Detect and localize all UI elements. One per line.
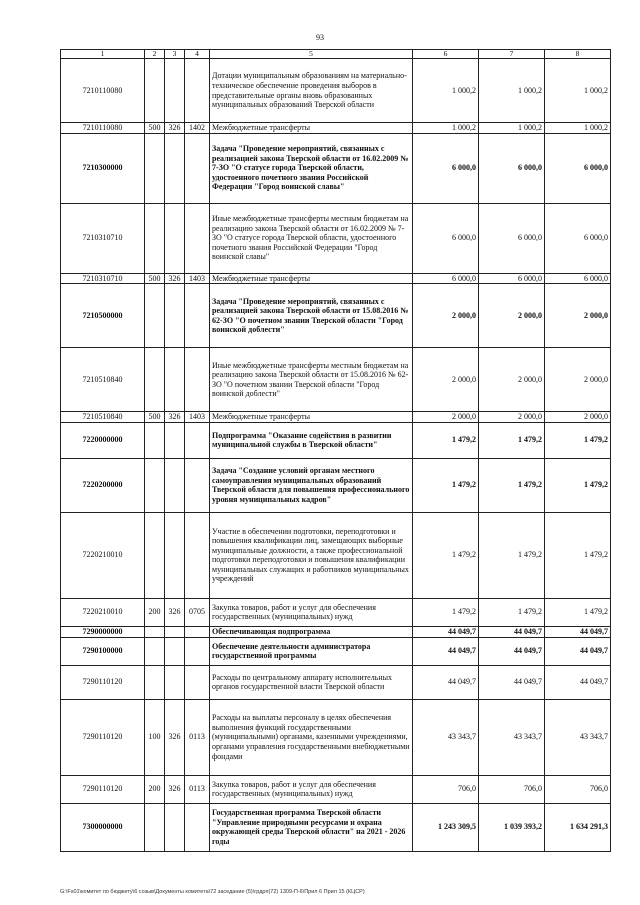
row-type-cell [145,637,165,665]
row-description-cell: Подпрограмма "Оказание содействия в развитии муниципальной службы в Тверской области" [210,422,413,458]
row-value-2025-cell: 44 049,7 [479,665,545,699]
row-value-2025-cell: 44 049,7 [479,626,545,637]
row-value-2026-cell: 44 049,7 [545,637,611,665]
row-value-2024-cell: 706,0 [413,775,479,803]
row-value-2026-cell: 1 479,2 [545,458,611,512]
row-description-cell: Закупка товаров, работ и услуг для обеспечения государственных (муниципальных) нужд [210,598,413,626]
row-dept-cell [165,512,185,598]
table-row [61,626,611,637]
row-type-cell [145,133,165,203]
row-value-2024-cell: 1 479,2 [413,458,479,512]
row-type-cell [145,348,165,412]
row-section-cell: 1403 [185,273,210,284]
row-dept-cell [165,458,185,512]
row-dept-cell: 326 [165,775,185,803]
table-row [61,775,611,803]
column-header: 1 [61,50,145,59]
table-row [61,273,611,284]
row-dept-cell [165,665,185,699]
row-dept-cell [165,284,185,348]
row-section-cell [185,637,210,665]
table-row [61,123,611,134]
row-section-cell: 0113 [185,775,210,803]
row-section-cell: 0705 [185,598,210,626]
row-value-2025-cell: 1 000,2 [479,59,545,123]
table-row [61,637,611,665]
row-value-2024-cell: 1 479,2 [413,598,479,626]
row-value-2025-cell: 1 479,2 [479,422,545,458]
row-value-2024-cell: 6 000,0 [413,273,479,284]
table-row [61,412,611,423]
row-value-2024-cell: 44 049,7 [413,637,479,665]
row-value-2025-cell: 6 000,0 [479,273,545,284]
row-type-cell: 500 [145,412,165,423]
row-value-2026-cell: 1 000,2 [545,59,611,123]
row-value-2026-cell: 6 000,0 [545,273,611,284]
row-value-2026-cell: 1 000,2 [545,123,611,134]
row-description-cell: Межбюджетные трансферты [210,123,413,134]
row-type-cell [145,512,165,598]
row-section-cell [185,348,210,412]
row-dept-cell [165,637,185,665]
table-row [61,512,611,598]
row-description-cell: Дотации муниципальным образованиям на материально-техническое обеспечение проведения выборов в представительные органы вновь образованных муниципальных образований Тверской области [210,59,413,123]
row-type-cell [145,458,165,512]
table-row [61,699,611,775]
row-code-cell: 7220200000 [61,458,145,512]
row-code-cell: 7300000000 [61,803,145,851]
row-value-2024-cell: 1 479,2 [413,512,479,598]
row-value-2026-cell: 44 049,7 [545,626,611,637]
row-value-2025-cell: 1 479,2 [479,512,545,598]
row-description-cell: Обеспечение деятельности администратора государственной программы [210,637,413,665]
row-value-2026-cell: 2 000,0 [545,348,611,412]
row-section-cell [185,512,210,598]
row-value-2026-cell: 44 049,7 [545,665,611,699]
row-code-cell: 7290110120 [61,665,145,699]
row-value-2025-cell: 43 343,7 [479,699,545,775]
row-dept-cell [165,59,185,123]
row-value-2024-cell: 6 000,0 [413,133,479,203]
row-value-2024-cell: 2 000,0 [413,348,479,412]
table-row [61,458,611,512]
row-section-cell: 1403 [185,412,210,423]
row-value-2026-cell: 1 634 291,3 [545,803,611,851]
table-row [61,59,611,123]
row-value-2026-cell: 2 000,0 [545,412,611,423]
table-body [61,50,611,852]
row-section-cell [185,59,210,123]
row-type-cell: 500 [145,273,165,284]
file-path-footer: G:\Fs01\комитет по бюджету\6 созыв\Документы комитета\72 заседание (5)\грдрп(72) 1309-П-6\Прил 6 Прил 15 (КЦСР) [60,889,365,895]
row-dept-cell [165,203,185,273]
row-dept-cell: 326 [165,412,185,423]
row-type-cell: 200 [145,598,165,626]
row-section-cell [185,803,210,851]
row-type-cell [145,59,165,123]
header-row [61,50,611,59]
row-value-2025-cell: 44 049,7 [479,637,545,665]
row-dept-cell: 326 [165,123,185,134]
row-dept-cell [165,626,185,637]
row-description-cell: Обеспечивающая подпрограмма [210,626,413,637]
row-value-2026-cell: 6 000,0 [545,203,611,273]
row-section-cell [185,203,210,273]
table-row [61,284,611,348]
row-type-cell [145,203,165,273]
row-section-cell [185,133,210,203]
row-value-2025-cell: 6 000,0 [479,203,545,273]
row-type-cell: 500 [145,123,165,134]
row-value-2024-cell: 1 243 309,5 [413,803,479,851]
row-section-cell [185,626,210,637]
column-header: 3 [165,50,185,59]
row-value-2026-cell: 6 000,0 [545,133,611,203]
row-description-cell: Иные межбюджетные трансферты местным бюджетам на реализацию закона Тверской области от 15.08.2016 № 62-ЗО "О почетном звании Тверской области "Город воинской доблести" [210,348,413,412]
row-description-cell: Задача "Создание условий органам местного самоуправления муниципальных образований Тверской области для повышения профессионального уровня муниципальных кадров" [210,458,413,512]
row-section-cell: 1402 [185,123,210,134]
table-row [61,203,611,273]
column-header: 8 [545,50,611,59]
row-description-cell: Задача "Проведение мероприятий, связанных с реализацией закона Тверской области от 15.08.2016 № 62-ЗО "О почетном звании Тверской области "Город воинской доблести" [210,284,413,348]
row-value-2025-cell: 1 479,2 [479,458,545,512]
row-description-cell: Межбюджетные трансферты [210,412,413,423]
row-description-cell: Государственная программа Тверской области "Управление природными ресурсами и охрана окружающей среды Тверской области" на 2021 - 2026 годы [210,803,413,851]
row-description-cell: Иные межбюджетные трансферты местным бюджетам на реализацию закона Тверской области от 16.02.2009 № 7-ЗО "О статусе города Тверской области, удостоенного почетного звания Российской Федерации "Город воинской славы" [210,203,413,273]
row-code-cell: 7210110080 [61,59,145,123]
row-description-cell: Расходы на выплаты персоналу в целях обеспечения выполнения функций государственными (муниципальными) органами, казенными учреждениями, органами управления государственными внебюджетными фондами [210,699,413,775]
row-value-2025-cell: 706,0 [479,775,545,803]
row-value-2024-cell: 1 000,2 [413,123,479,134]
row-value-2025-cell: 1 000,2 [479,123,545,134]
table-row [61,133,611,203]
row-value-2025-cell: 1 479,2 [479,598,545,626]
row-dept-cell: 326 [165,273,185,284]
row-description-cell: Задача "Проведение мероприятий, связанных с реализацией закона Тверской области от 16.02.2009 № 7-ЗО "О статусе города Тверской области, удостоенного почетного звания Российской Федерации "Город воинской славы" [210,133,413,203]
row-type-cell: 100 [145,699,165,775]
row-value-2026-cell: 2 000,0 [545,284,611,348]
row-value-2026-cell: 1 479,2 [545,422,611,458]
row-value-2024-cell: 44 049,7 [413,665,479,699]
row-value-2026-cell: 1 479,2 [545,598,611,626]
column-header: 6 [413,50,479,59]
row-value-2024-cell: 44 049,7 [413,626,479,637]
row-type-cell [145,665,165,699]
row-section-cell [185,284,210,348]
row-dept-cell: 326 [165,699,185,775]
row-code-cell: 7210510840 [61,412,145,423]
row-code-cell: 7220210010 [61,598,145,626]
row-code-cell: 7210300000 [61,133,145,203]
page-number: 93 [316,33,324,42]
row-description-cell: Межбюджетные трансферты [210,273,413,284]
row-section-cell [185,665,210,699]
row-type-cell [145,284,165,348]
column-header: 4 [185,50,210,59]
row-value-2024-cell: 6 000,0 [413,203,479,273]
row-type-cell [145,422,165,458]
row-value-2026-cell: 43 343,7 [545,699,611,775]
row-value-2025-cell: 2 000,0 [479,284,545,348]
row-value-2025-cell: 1 039 393,2 [479,803,545,851]
row-value-2024-cell: 43 343,7 [413,699,479,775]
row-code-cell: 7210110080 [61,123,145,134]
row-value-2026-cell: 706,0 [545,775,611,803]
table-row [61,348,611,412]
column-header: 5 [210,50,413,59]
table-row [61,803,611,851]
column-header: 7 [479,50,545,59]
row-section-cell [185,458,210,512]
row-code-cell: 7210310710 [61,273,145,284]
row-value-2025-cell: 6 000,0 [479,133,545,203]
row-description-cell: Участие в обеспечении подготовки, переподготовки и повышения квалификации лиц, замещающих выборные муниципальные должности, а также профессиональной подготовки переподготовки и повышения квалификации муниципальных служащих и работников муниципальных учреждений [210,512,413,598]
row-dept-cell [165,422,185,458]
row-description-cell: Расходы по центральному аппарату исполнительных органов государственной власти Тверской области [210,665,413,699]
table-row [61,598,611,626]
row-value-2024-cell: 2 000,0 [413,284,479,348]
row-dept-cell [165,803,185,851]
row-value-2024-cell: 1 479,2 [413,422,479,458]
row-dept-cell [165,133,185,203]
table-row [61,665,611,699]
row-code-cell: 7290000000 [61,626,145,637]
row-code-cell: 7220000000 [61,422,145,458]
row-section-cell: 0113 [185,699,210,775]
row-type-cell [145,803,165,851]
row-code-cell: 7210310710 [61,203,145,273]
row-type-cell: 200 [145,775,165,803]
row-value-2026-cell: 1 479,2 [545,512,611,598]
row-type-cell [145,626,165,637]
row-code-cell: 7210500000 [61,284,145,348]
row-description-cell: Закупка товаров, работ и услуг для обеспечения государственных (муниципальных) нужд [210,775,413,803]
row-section-cell [185,422,210,458]
row-value-2024-cell: 2 000,0 [413,412,479,423]
row-dept-cell: 326 [165,598,185,626]
column-header: 2 [145,50,165,59]
row-value-2025-cell: 2 000,0 [479,412,545,423]
row-code-cell: 7290110120 [61,775,145,803]
row-code-cell: 7210510840 [61,348,145,412]
row-value-2025-cell: 2 000,0 [479,348,545,412]
budget-table [60,49,611,852]
row-dept-cell [165,348,185,412]
row-code-cell: 7290110120 [61,699,145,775]
row-code-cell: 7220210010 [61,512,145,598]
table-row [61,422,611,458]
row-value-2024-cell: 1 000,2 [413,59,479,123]
row-code-cell: 7290100000 [61,637,145,665]
